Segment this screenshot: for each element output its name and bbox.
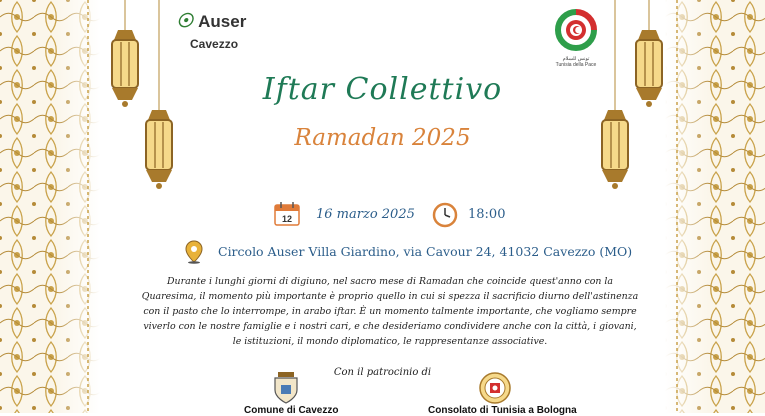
- location-pin-icon: [184, 240, 204, 264]
- patronage-label: Con il patrocinio di: [333, 367, 432, 378]
- tunisia-logo-caption-ar: تونس للسلام: [562, 56, 590, 62]
- auser-logo: [176, 10, 247, 51]
- right-ornamental-border: [665, 0, 765, 413]
- comune-crest-icon: [272, 372, 300, 404]
- left-ornamental-border: [0, 0, 100, 413]
- tunisia-logo-caption: Tunisia della Pace: [555, 62, 597, 68]
- calendar-icon: [274, 202, 300, 226]
- auser-city: Cavezzo: [190, 37, 239, 51]
- event-description: Durante i lunghi giorni di digiuno, nel sacro mese di Ramadan che coincide quest'anno con la Quaresima, il momento più importante è proprio quello in cui si spezza il sacrificio diurno dell'astinenza con il pasto che lo interrompe, in arabo iftar. È un momento talmente importante, che vogliamo sempre viverlo con le nostre famiglie e i nostri cari, e che desideriamo condividere anche con la città, i giovani, le istituzioni, il mondo diplomatico, le rappresentanze associative.: [141, 276, 639, 347]
- event-time: 18:00: [468, 207, 506, 222]
- event-title: Iftar Collettivo: [262, 72, 503, 107]
- tunisia-emblem-icon: [554, 8, 598, 52]
- auser-logo-text: Auser: [198, 12, 247, 31]
- event-date: 16 marzo 2025: [316, 207, 415, 222]
- sponsor-consolato: Consolato di Tunisia a Bologna: [428, 405, 577, 416]
- clock-icon: [432, 202, 458, 228]
- event-subtitle: Ramadan 2025: [294, 125, 471, 151]
- calendar-day-number: 12: [281, 214, 293, 224]
- tunisia-della-pace-logo: [552, 8, 600, 68]
- event-location: Circolo Auser Villa Giardino, via Cavour 24, 41032 Cavezzo (MO): [218, 244, 633, 259]
- consulate-emblem-icon: [478, 372, 512, 404]
- sponsor-comune: Comune di Cavezzo: [244, 405, 339, 416]
- auser-mark-icon: ☉: [176, 11, 194, 32]
